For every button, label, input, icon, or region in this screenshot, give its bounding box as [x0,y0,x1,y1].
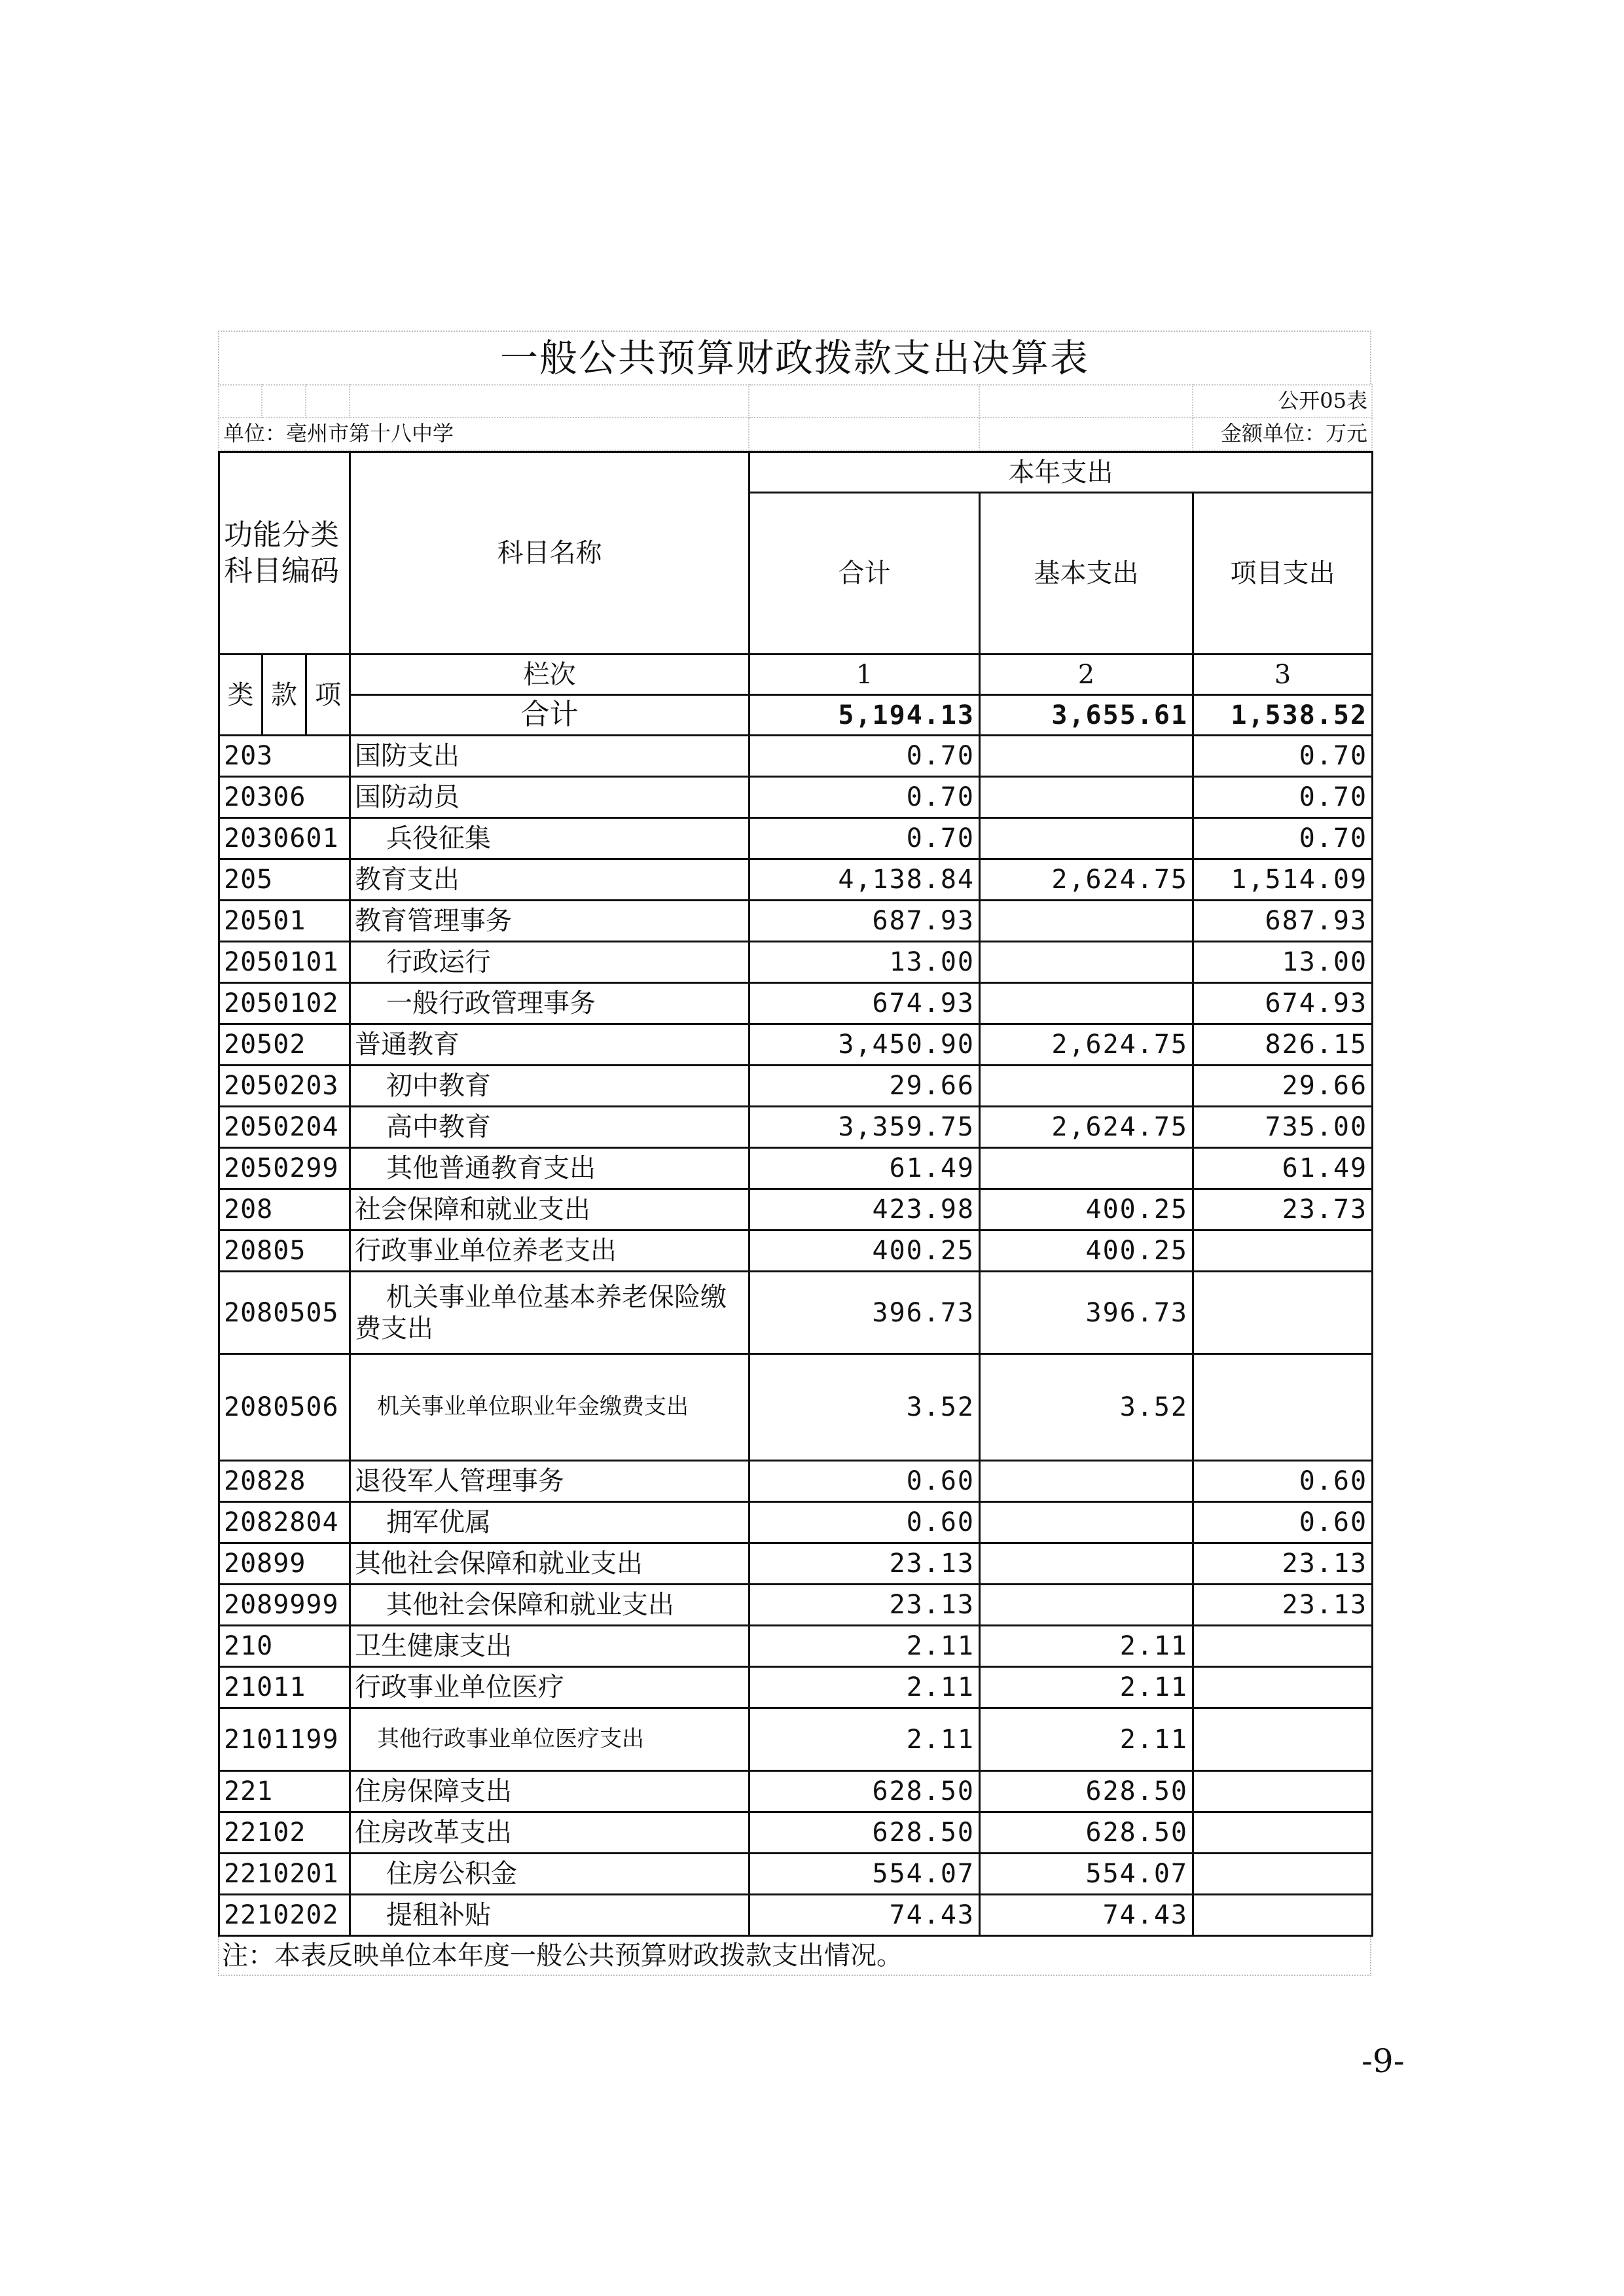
row-total: 4,138.84 [749,859,980,901]
row-basic: 400.25 [980,1230,1193,1272]
row-project [1193,1771,1373,1812]
row-name: 机关事业单位职业年金缴费支出 [350,1354,749,1461]
table-row [219,736,1373,777]
sum-label: 合计 [350,695,749,736]
row-project: 1,514.09 [1193,859,1373,901]
row-name: 拥军优属 [350,1502,749,1543]
row-project [1193,1354,1373,1461]
table-row [219,1354,1373,1461]
row-project: 735.00 [1193,1107,1373,1148]
table-row [219,1585,1373,1626]
row-project [1193,1708,1373,1771]
row-basic: 2.11 [980,1708,1193,1771]
row-total: 3,450.90 [749,1024,980,1066]
table-row [219,1895,1373,1936]
xiang-header: 项 [306,655,350,736]
expenditure-table [218,451,1373,1937]
table-row [219,818,1373,859]
table-row [219,1272,1373,1354]
row-project: 29.66 [1193,1066,1373,1107]
row-total: 61.49 [749,1148,980,1189]
row-name: 一般行政管理事务 [350,983,749,1024]
row-project: 674.93 [1193,983,1373,1024]
row-name: 行政运行 [350,942,749,983]
row-code: 2082804 [219,1502,350,1543]
row-project: 23.13 [1193,1585,1373,1626]
name-column-header: 科目名称 [350,452,749,655]
row-basic: 2,624.75 [980,1024,1193,1066]
row-code: 2050203 [219,1066,350,1107]
sum-basic: 3,655.61 [980,695,1193,736]
row-basic [980,1585,1193,1626]
row-name: 行政事业单位医疗 [350,1667,749,1708]
row-total: 3.52 [749,1354,980,1461]
row-name: 社会保障和就业支出 [350,1189,749,1230]
meta-row-table-id [219,385,1372,418]
table-row [219,1854,1373,1895]
row-total: 628.50 [749,1812,980,1854]
row-code: 21011 [219,1667,350,1708]
row-total: 423.98 [749,1189,980,1230]
row-basic: 400.25 [980,1189,1193,1230]
table-row [219,1148,1373,1189]
row-total: 674.93 [749,983,980,1024]
sum-total: 5,194.13 [749,695,980,736]
basic-column-header: 基本支出 [980,493,1193,655]
row-total: 23.13 [749,1543,980,1585]
row-total: 0.70 [749,777,980,818]
row-total: 74.43 [749,1895,980,1936]
row-project: 23.13 [1193,1543,1373,1585]
lanci-label: 栏次 [350,655,749,695]
row-project [1193,1812,1373,1854]
row-project [1193,1895,1373,1936]
row-name: 退役军人管理事务 [350,1461,749,1502]
row-code: 208 [219,1189,350,1230]
row-code: 2050204 [219,1107,350,1148]
row-project: 61.49 [1193,1148,1373,1189]
column-number-2: 2 [980,655,1193,695]
sum-project: 1,538.52 [1193,695,1373,736]
row-code: 203 [219,736,350,777]
row-basic [980,1543,1193,1585]
row-code: 2101199 [219,1708,350,1771]
table-row [219,942,1373,983]
table-row [219,777,1373,818]
row-code: 210 [219,1626,350,1667]
row-name: 初中教育 [350,1066,749,1107]
row-total: 0.70 [749,818,980,859]
row-basic [980,1461,1193,1502]
row-code: 2210202 [219,1895,350,1936]
table-row [219,1812,1373,1854]
row-project: 0.60 [1193,1502,1373,1543]
row-code: 20805 [219,1230,350,1272]
meta-table [218,384,1373,451]
row-name: 高中教育 [350,1107,749,1148]
row-code: 2080505 [219,1272,350,1354]
row-project: 0.70 [1193,818,1373,859]
table-row [219,859,1373,901]
header-row-lanci [219,655,1373,695]
row-name: 教育管理事务 [350,901,749,942]
table-row [219,1543,1373,1585]
row-project [1193,1272,1373,1354]
row-name: 提租补贴 [350,1895,749,1936]
row-total: 2.11 [749,1626,980,1667]
table-note: 注：本表反映单位本年度一般公共预算财政拨款支出情况。 [218,1937,1371,1976]
row-name: 国防支出 [350,736,749,777]
lei-header: 类 [219,655,262,736]
row-basic: 2.11 [980,1667,1193,1708]
row-name: 普通教育 [350,1024,749,1066]
row-total: 2.11 [749,1667,980,1708]
row-name: 教育支出 [350,859,749,901]
row-code: 2050102 [219,983,350,1024]
row-basic: 2,624.75 [980,859,1193,901]
row-name: 兵役征集 [350,818,749,859]
row-basic [980,818,1193,859]
code-column-header: 功能分类科目编码 [219,452,350,655]
row-project: 0.70 [1193,777,1373,818]
row-name: 其他社会保障和就业支出 [350,1585,749,1626]
row-project: 13.00 [1193,942,1373,983]
row-name: 卫生健康支出 [350,1626,749,1667]
row-total: 0.60 [749,1502,980,1543]
row-basic [980,1502,1193,1543]
row-code: 221 [219,1771,350,1812]
row-total: 0.70 [749,736,980,777]
column-number-3: 3 [1193,655,1373,695]
row-project [1193,1230,1373,1272]
row-project: 826.15 [1193,1024,1373,1066]
row-code: 20899 [219,1543,350,1585]
total-column-header: 合计 [749,493,980,655]
row-project: 23.73 [1193,1189,1373,1230]
budget-sheet [218,331,1371,1976]
row-basic [980,942,1193,983]
document-title: 一般公共预算财政拨款支出决算表 [218,331,1371,384]
row-code: 2050299 [219,1148,350,1189]
table-row [219,1771,1373,1812]
row-code: 205 [219,859,350,901]
row-name: 其他社会保障和就业支出 [350,1543,749,1585]
row-name: 住房保障支出 [350,1771,749,1812]
row-code: 22102 [219,1812,350,1854]
amount-unit: 金额单位：万元 [1193,418,1372,450]
row-total: 23.13 [749,1585,980,1626]
table-row [219,901,1373,942]
year-group-header: 本年支出 [749,452,1373,493]
table-row [219,983,1373,1024]
row-code: 20501 [219,901,350,942]
row-basic [980,736,1193,777]
row-name: 其他行政事业单位医疗支出 [350,1708,749,1771]
table-row [219,1066,1373,1107]
row-basic: 2,624.75 [980,1107,1193,1148]
row-code: 2210201 [219,1854,350,1895]
row-name: 住房改革支出 [350,1812,749,1854]
table-id: 公开05表 [1193,385,1372,418]
row-total: 29.66 [749,1066,980,1107]
column-number-1: 1 [749,655,980,695]
row-basic: 3.52 [980,1354,1193,1461]
row-total: 554.07 [749,1854,980,1895]
row-code: 2089999 [219,1585,350,1626]
row-project: 0.70 [1193,736,1373,777]
row-basic: 74.43 [980,1895,1193,1936]
row-total: 2.11 [749,1708,980,1771]
row-total: 396.73 [749,1272,980,1354]
header-row-1 [219,452,1373,493]
table-row [219,1708,1373,1771]
meta-row-unit [219,418,1372,450]
row-name: 其他普通教育支出 [350,1148,749,1189]
row-total: 628.50 [749,1771,980,1812]
row-name: 国防动员 [350,777,749,818]
row-basic [980,1066,1193,1107]
row-basic: 396.73 [980,1272,1193,1354]
row-name: 机关事业单位基本养老保险缴费支出 [350,1272,749,1354]
sum-row [219,695,1373,736]
table-row [219,1189,1373,1230]
row-code: 2030601 [219,818,350,859]
row-basic: 628.50 [980,1812,1193,1854]
row-code: 2050101 [219,942,350,983]
kuan-header: 款 [262,655,306,736]
row-basic [980,901,1193,942]
row-total: 400.25 [749,1230,980,1272]
row-total: 13.00 [749,942,980,983]
row-code: 2080506 [219,1354,350,1461]
unit-label: 单位：亳州市第十八中学 [219,418,749,450]
row-basic: 2.11 [980,1626,1193,1667]
row-basic [980,983,1193,1024]
table-row [219,1230,1373,1272]
row-name: 住房公积金 [350,1854,749,1895]
row-project: 687.93 [1193,901,1373,942]
table-row [219,1107,1373,1148]
row-basic [980,1148,1193,1189]
table-row [219,1667,1373,1708]
project-column-header: 项目支出 [1193,493,1373,655]
row-basic [980,777,1193,818]
row-basic: 628.50 [980,1771,1193,1812]
row-project [1193,1667,1373,1708]
table-row [219,1626,1373,1667]
row-basic: 554.07 [980,1854,1193,1895]
row-code: 20502 [219,1024,350,1066]
row-code: 20828 [219,1461,350,1502]
row-name: 行政事业单位养老支出 [350,1230,749,1272]
page-number: -9- [1362,2042,1405,2080]
row-total: 3,359.75 [749,1107,980,1148]
row-project [1193,1854,1373,1895]
row-project: 0.60 [1193,1461,1373,1502]
row-total: 0.60 [749,1461,980,1502]
row-total: 687.93 [749,901,980,942]
row-project [1193,1626,1373,1667]
row-code: 20306 [219,777,350,818]
table-row [219,1502,1373,1543]
table-row [219,1461,1373,1502]
table-row [219,1024,1373,1066]
